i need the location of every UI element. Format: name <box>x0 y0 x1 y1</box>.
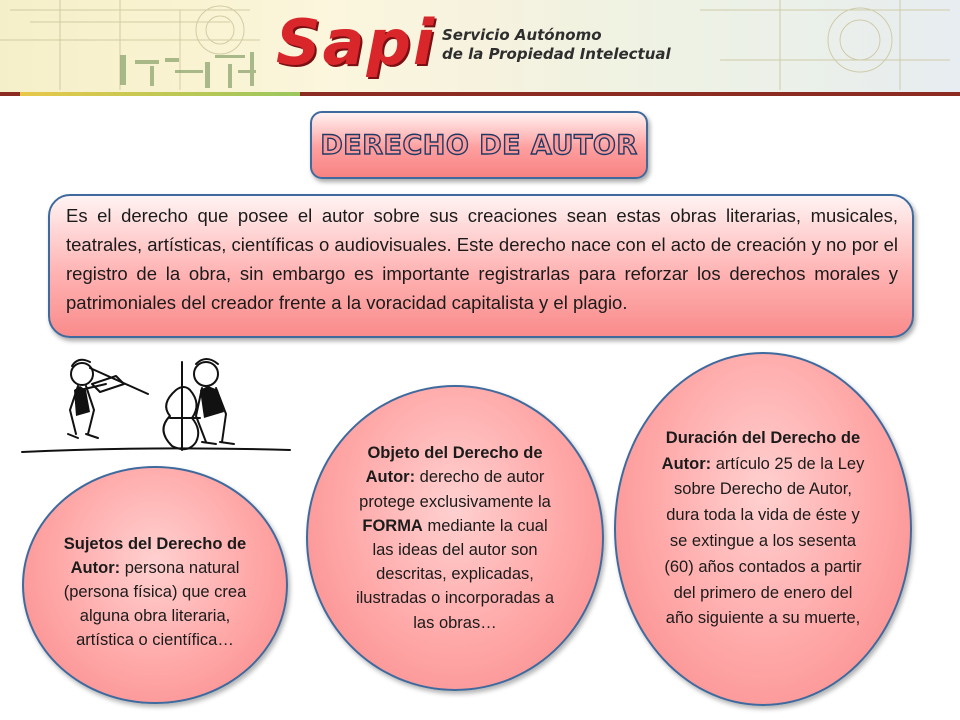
logo-subtitle-line2: de la Propiedad Intelectual <box>442 45 671 63</box>
objeto-text <box>355 441 555 635</box>
definition-box <box>48 194 914 338</box>
sapi-logo: Sapi <box>276 6 437 79</box>
sujetos-text <box>60 532 250 652</box>
banner-accent-bar <box>20 92 300 96</box>
duracion-text <box>658 426 868 632</box>
objeto-body-before: derecho de autor protege exclusivamente la <box>359 468 551 511</box>
sujetos-body: persona natural (persona física) que crea alguna obra literaria, artística o científica… <box>63 559 247 649</box>
header-banner <box>0 0 960 96</box>
sujetos-heading: Sujetos del Derecho de Autor: <box>63 535 247 577</box>
duracion-oval <box>614 352 912 706</box>
page-title: DERECHO DE AUTOR <box>320 129 638 161</box>
logo-subtitle <box>442 26 671 64</box>
duracion-body: artículo 25 de la Ley sobre Derecho de Autor, dura toda la vida de éste y se extingue a los sesenta (60) años contados a partir del primero de enero del año siguiente a su muerte, <box>664 454 865 628</box>
sujetos-oval <box>22 466 288 704</box>
objeto-body-after: mediante la cual las ideas del autor son descritas, explicadas, ilustradas o incorporadas a las obras… <box>355 516 555 632</box>
musicians-illustration <box>20 350 292 462</box>
objeto-emphasis: FORMA <box>362 516 423 535</box>
objeto-heading: Objeto del Derecho de Autor: <box>365 444 543 487</box>
duracion-heading: Duración del Derecho de Autor: <box>661 428 861 473</box>
definition-text: Es el derecho que posee el autor sobre sus creaciones sean estas obras literarias, musicales, teatrales, artísticas, científicas o audiovisuales. Este derecho nace con el acto de creación y no por el registro de la obra, sin embargo es importante registrarlas para reforzar los derechos morales y patrimoniales del creador frente a la voracidad capitalista y el plagio. <box>66 205 898 313</box>
logo-subtitle-line1: Servicio Autónomo <box>442 26 602 44</box>
title-box <box>310 111 648 179</box>
objeto-oval <box>306 385 604 691</box>
